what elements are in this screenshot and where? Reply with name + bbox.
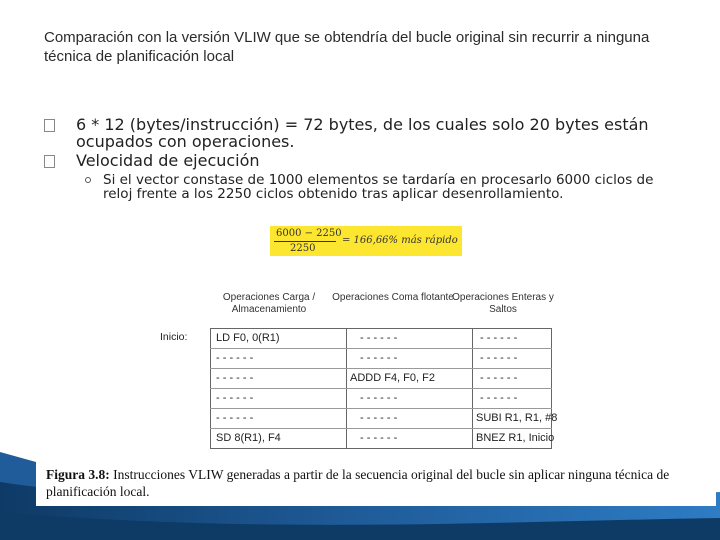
column-header-float: Operaciones Coma flotante bbox=[332, 292, 454, 303]
table-cell: - - - - - - bbox=[480, 352, 518, 364]
table-cell: ADDD F4, F0, F2 bbox=[350, 372, 435, 384]
table-cell: - - - - - - bbox=[216, 392, 254, 404]
checkbox-bullet-icon bbox=[44, 119, 55, 132]
table-cell: LD F0, 0(R1) bbox=[216, 332, 280, 344]
formula-numerator: 6000 − 2250 bbox=[276, 228, 342, 239]
table-cell: - - - - - - bbox=[480, 372, 518, 384]
table-cell: BNEZ R1, Inicio bbox=[476, 432, 555, 444]
grid-line bbox=[210, 448, 552, 449]
column-header-int-branch: Operaciones Enteras y Saltos bbox=[452, 292, 554, 315]
grid-line bbox=[210, 329, 211, 449]
checkbox-bullet-icon bbox=[44, 155, 55, 168]
grid-line bbox=[346, 329, 347, 449]
formula-denominator: 2250 bbox=[290, 243, 316, 254]
table-cell: - - - - - - bbox=[216, 372, 254, 384]
caption-text: Instrucciones VLIW generadas a partir de la secuencia original del bucle sin aplicar ninguna técnica de planificación local. bbox=[46, 467, 670, 499]
table-cell: - - - - - - bbox=[216, 412, 254, 424]
bullet-text: Velocidad de ejecución bbox=[76, 151, 260, 170]
table-cell: - - - - - - bbox=[360, 332, 398, 344]
ring-bullet-icon bbox=[85, 177, 91, 183]
bullet-item bbox=[44, 152, 684, 169]
sub-bullet-item bbox=[85, 173, 684, 201]
table-cell: - - - - - - bbox=[360, 432, 398, 444]
table-cell: - - - - - - bbox=[216, 352, 254, 364]
bullet-list bbox=[44, 116, 684, 201]
sub-bullet-text: Si el vector constase de 1000 elementos se tardaría en procesarlo 6000 ciclos de reloj frente a los 2250 ciclos obtenido tras aplicar desenrollamiento. bbox=[103, 172, 654, 202]
slide-title: Comparación con la versión VLIW que se obtendría del bucle original sin recurrir a ninguna técnica de planificación local bbox=[44, 29, 650, 65]
column-header-load-store: Operaciones Carga / Almacenamiento bbox=[222, 292, 316, 315]
table-cell: SUBI R1, R1, #8 bbox=[476, 412, 558, 424]
vliw-figure bbox=[160, 292, 560, 452]
table-cell: - - - - - - bbox=[360, 352, 398, 364]
table-cell: - - - - - - bbox=[360, 392, 398, 404]
bullet-item bbox=[44, 116, 684, 150]
table-cell: SD 8(R1), F4 bbox=[216, 432, 281, 444]
table-cell: - - - - - - bbox=[480, 332, 518, 344]
table-cell: - - - - - - bbox=[480, 392, 518, 404]
bullet-text: 6 * 12 (bytes/instrucción) = 72 bytes, de los cuales solo 20 bytes están ocupados con operaciones. bbox=[76, 115, 649, 151]
table-cell: - - - - - - bbox=[360, 412, 398, 424]
fraction-bar bbox=[274, 241, 336, 242]
caption-label: Figura 3.8: bbox=[46, 467, 110, 482]
row-label-inicio: Inicio: bbox=[160, 331, 188, 343]
speedup-formula bbox=[270, 226, 462, 256]
figure-caption bbox=[36, 462, 716, 506]
vliw-instruction-grid bbox=[210, 328, 558, 449]
formula-result: = 166,66% más rápido bbox=[342, 235, 458, 246]
